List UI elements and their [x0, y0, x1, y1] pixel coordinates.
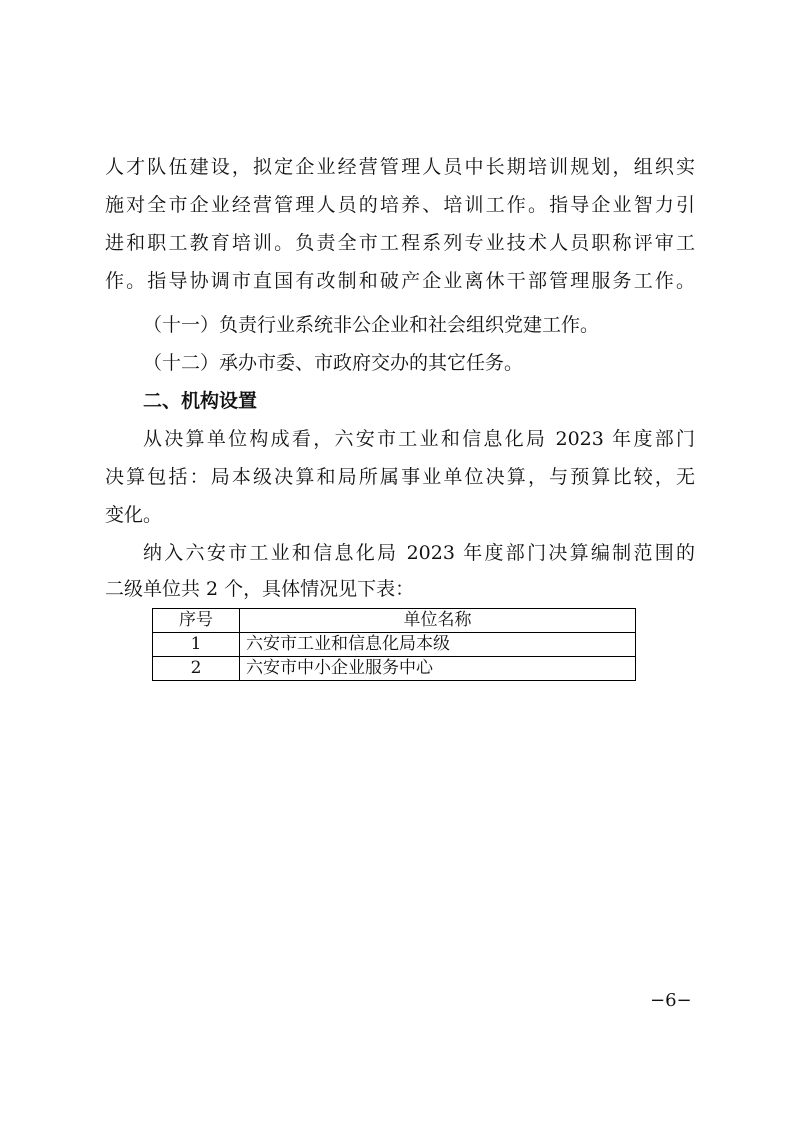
paragraph-line: 作。指导协调市直国有改制和破产企业离休干部管理服务工作。	[105, 270, 695, 292]
paragraph-line: 变化。	[105, 504, 163, 526]
header-index: 序号	[153, 609, 240, 633]
units-table	[152, 608, 636, 681]
paragraph-line: 人才队伍建设，拟定企业经营管理人员中长期培训规划，组织实	[105, 156, 695, 178]
paragraph-line: 纳入六安市工业和信息化局 2023 年度部门决算编制范围的	[143, 542, 695, 564]
paragraph-line: 施对全市企业经营管理人员的培养、培训工作。指导企业智力引	[105, 194, 695, 216]
paragraph-line: 进和职工教育培训。负责全市工程系列专业技术人员职称评审工	[105, 232, 695, 254]
page-number: −6−	[650, 990, 692, 1011]
table-row	[153, 633, 636, 657]
cell-unit-name: 六安市中小企业服务中心	[240, 657, 636, 681]
cell-index: 2	[153, 657, 240, 681]
paragraph-line: 二级单位共 2 个，具体情况见下表：	[105, 578, 415, 600]
cell-index: 1	[153, 633, 240, 657]
section-heading: 二、机构设置	[143, 390, 258, 412]
cell-unit-name: 六安市工业和信息化局本级	[240, 633, 636, 657]
list-item-12: （十二）承办市委、市政府交办的其它任务。	[143, 352, 524, 374]
paragraph-line: 决算包括：局本级决算和局所属事业单位决算，与预算比较，无	[105, 466, 695, 488]
header-unit-name: 单位名称	[240, 609, 636, 633]
list-item-11: （十一）负责行业系统非公企业和社会组织党建工作。	[143, 314, 600, 336]
table-header-row	[153, 609, 636, 633]
table-row	[153, 657, 636, 681]
paragraph-line: 从决算单位构成看，六安市工业和信息化局 2023 年度部门	[143, 428, 695, 450]
